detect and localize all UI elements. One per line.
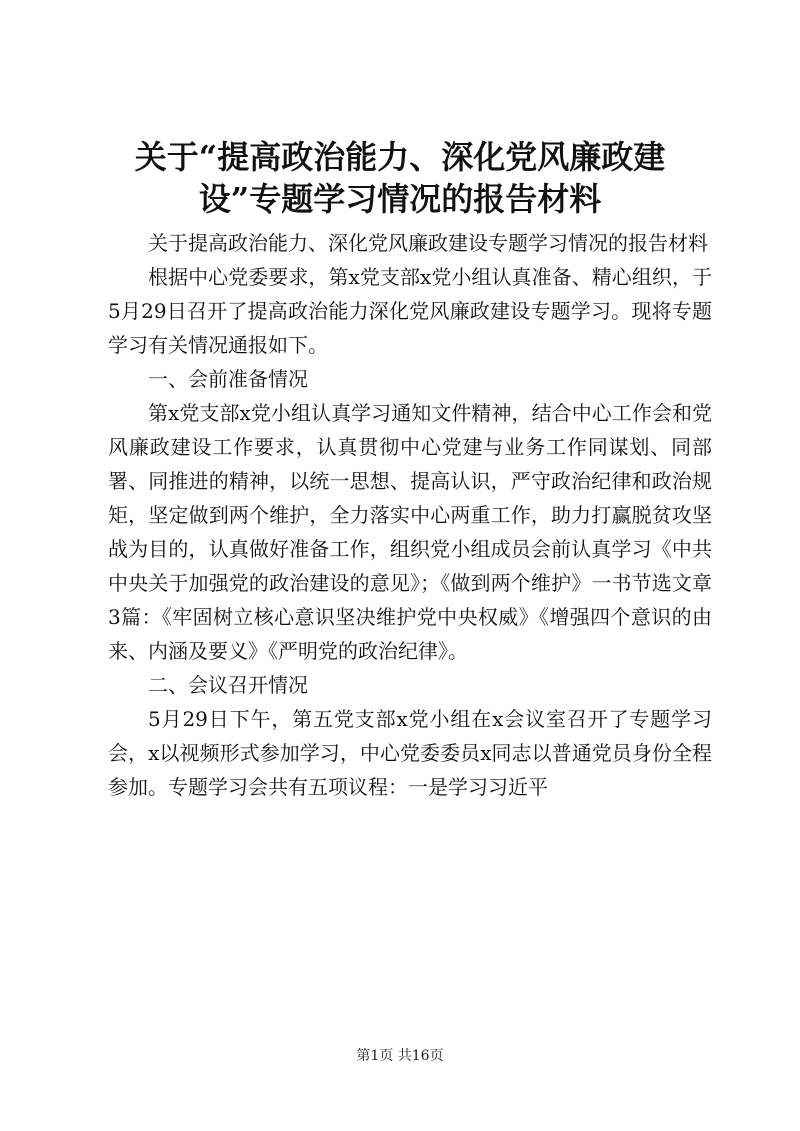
section-heading-preparation: 一、会前准备情况 [148,367,308,391]
meeting-paragraph: 5月29日下午，第五党支部x党小组在x会议室召开了专题学习会，x以视频形式参加学习，中心党委委员x同志以普通党员身份全程参加。专题学习会共有五项议程：一是学习习近平 [108,707,712,799]
preparation-paragraph: 第x党支部x党小组认真学习通知文件精神，结合中心工作会和党风廉政建设工作要求，认真贯彻中心党建与业务工作同谋划、同部署、同推进的精神，以统一思想、提高认识，严守政治纪律和政治规矩，坚定做到两个维护，全力落实中心两重工作，助力打赢脱贫攻坚战为目的，认真做好准备工作，组织党小组成员会前认真学习《中共中央关于加强党的政治建设的意见》；《做到两个维护》一书节选文章3篇：《牢固树立核心意识坚决维护党中央权威》《增强四个意识的由来、内涵及要义》《严明党的政治纪律》。 [108,401,712,663]
document-body [108,226,712,804]
page-footer: 第1页 共16页 [356,1048,444,1064]
section-heading-meeting: 二、会议召开情况 [148,673,308,697]
intro-paragraph: 关于提高政治能力、深化党风廉政建设专题学习情况的报告材料 [148,231,708,255]
document-title: 关于“提高政治能力、深化党风廉政建设”专题学习情况的报告材料 [134,138,666,218]
background-paragraph: 根据中心党委要求，第x党支部x党小组认真准备、精心组织，于5月29日召开了提高政治能力深化党风廉政建设专题学习。现将专题学习有关情况通报如下。 [108,265,712,357]
